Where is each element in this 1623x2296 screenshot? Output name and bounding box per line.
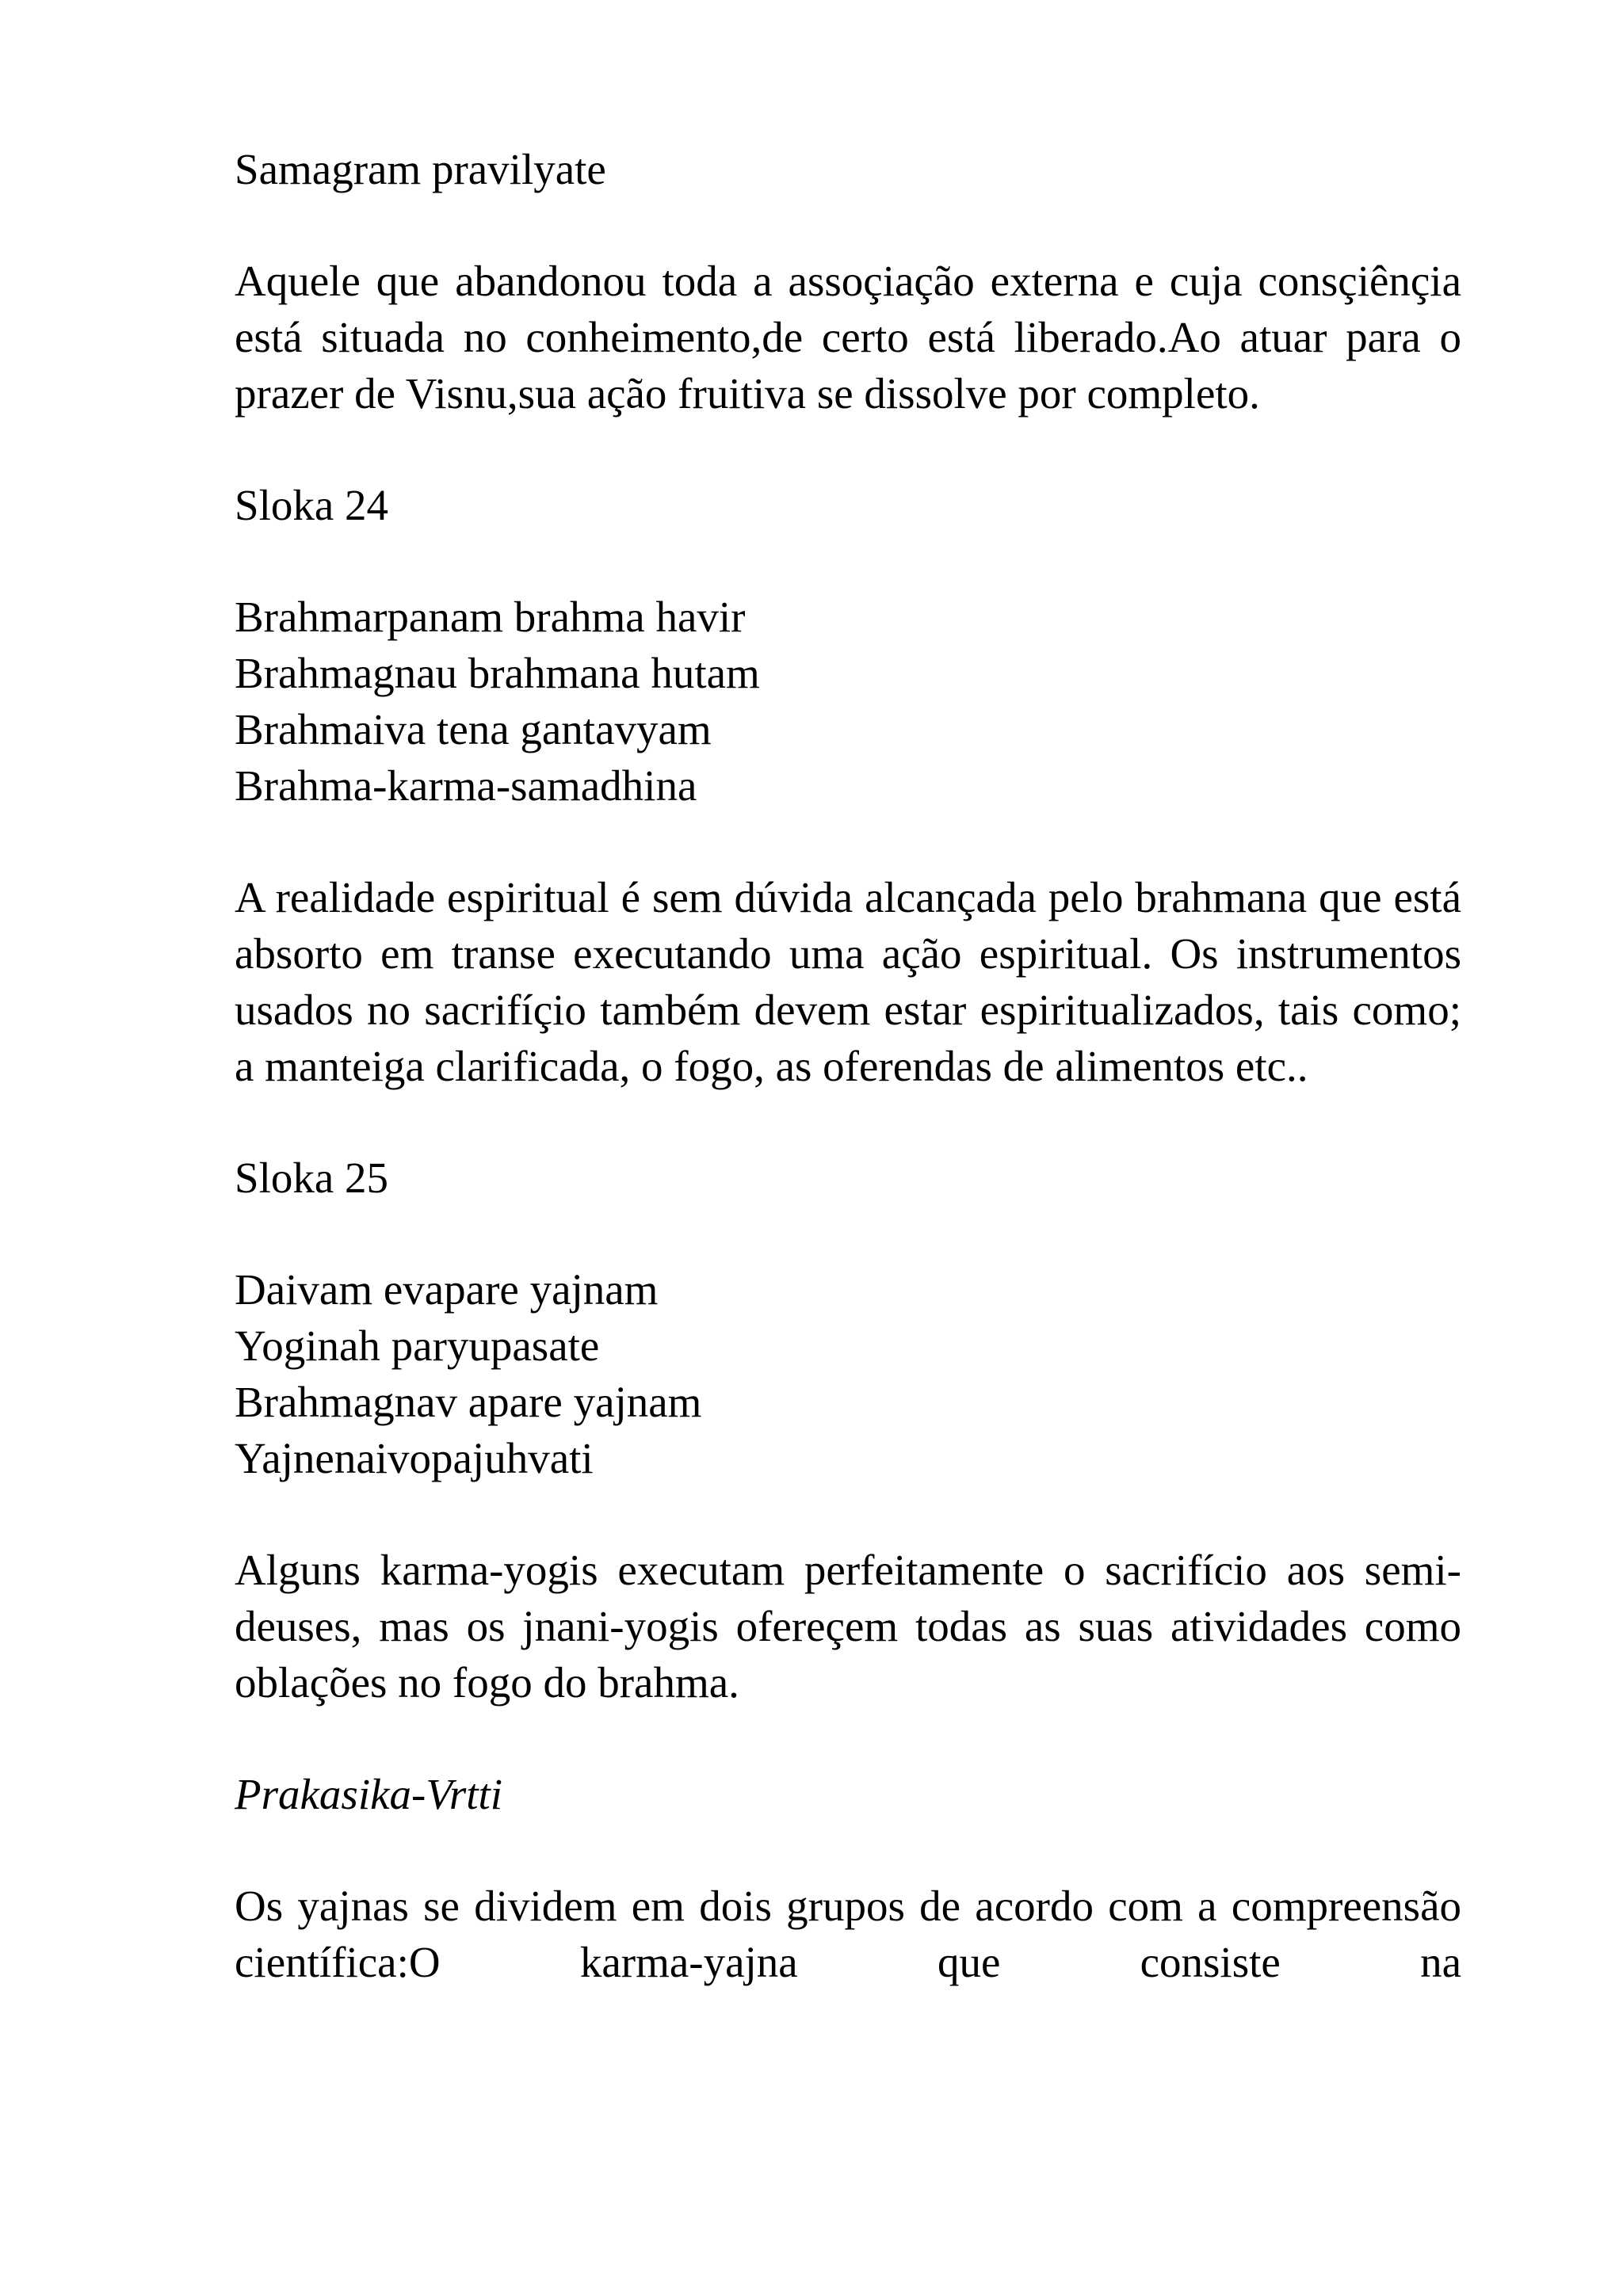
verse-line: Yoginah paryupasate xyxy=(235,1322,600,1370)
sloka-24-heading: Sloka 24 xyxy=(235,481,389,529)
sloka-25-heading: Sloka 25 xyxy=(235,1154,389,1202)
sloka-25-verse xyxy=(235,1261,1461,1486)
sloka-24-translation: A realidade espiritual é sem dúvida alcançada pelo brahmana que está absorto em transe executando uma ação espiritual. Os instrumentos usados no sacrifíçio também devem estar espiritualizados, tais como; a manteiga clarificada, o fogo, as oferendas de alimentos etc.. xyxy=(235,873,1461,1090)
verse-line: Brahmagnav apare yajnam xyxy=(235,1378,702,1426)
verse-line: Brahma-karma-samadhina xyxy=(235,761,697,810)
commentary-paragraph: Os yajnas se dividem em dois grupos de acordo com a compreensão científica:O karma-yajna que consiste na xyxy=(235,1882,1461,1986)
sloka-25-translation: Alguns karma-yogis executam perfeitamente o sacrifício aos semi-deuses, mas os jnani-yogis ofereçem todas as suas atividades como oblações no fogo do brahma. xyxy=(235,1546,1461,1707)
verse-line: Brahmarpanam brahma havir xyxy=(235,593,746,641)
verse-closing-line: Samagram pravilyate xyxy=(235,145,606,193)
verse-line: Yajnenaivopajuhvati xyxy=(235,1434,594,1482)
verse-line: Daivam evapare yajnam xyxy=(235,1265,659,1314)
sloka-24-verse xyxy=(235,589,1461,814)
document-page xyxy=(235,141,1461,1990)
verse-line: Brahmaiva tena gantavyam xyxy=(235,705,712,753)
verse-line: Brahmagnau brahmana hutam xyxy=(235,649,760,697)
translation-paragraph-1: Aquele que abandonou toda a assoçiação externa e cuja consçiênçia está situada no conheimento,de certo está liberado.Ao atuar para o prazer de Visnu,sua ação fruitiva se dissolve por completo. xyxy=(235,257,1461,418)
commentary-title: Prakasika-Vrtti xyxy=(235,1770,503,1818)
